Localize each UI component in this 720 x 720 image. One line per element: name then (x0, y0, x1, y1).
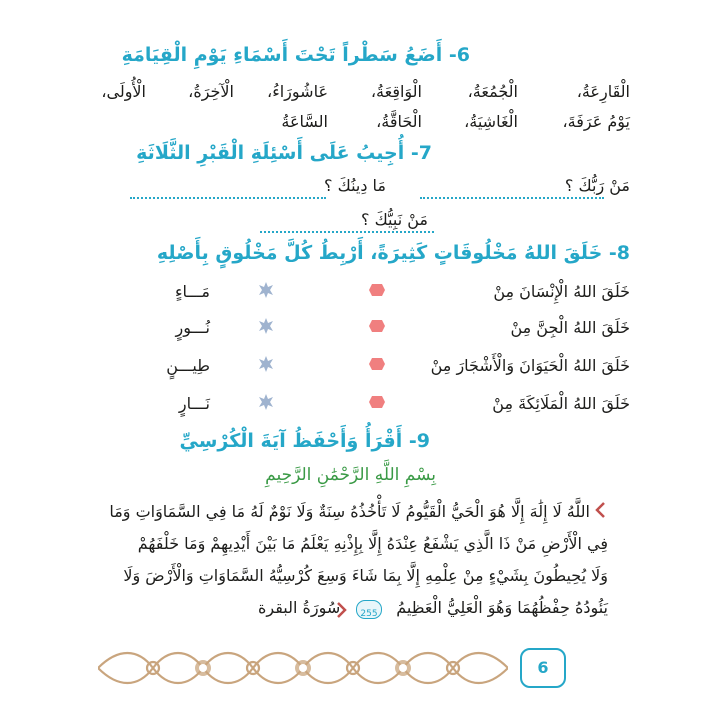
verse-line: وَلَا يُحِيطُونَ بِشَيْءٍ مِنْ عِلْمِهِ إِلَّا بِمَا شَاءَ وَسِعَ كُرْسِيُّهُ السَّمَاوَاتِ وَالْأَرْضَ وَلَا (123, 566, 608, 585)
section-9-heading: 9- أَقْرَأُ وَأَحْفَظُ آيَةَ الْكُرْسِيِّ (179, 430, 430, 452)
section-7-heading: 7- أُجِيبُ عَلَى أَسْئِلَةِ الْقَبْرِ الثَّلَاثَةِ (136, 142, 432, 164)
verse-line: اللَّهُ لَا إِلَٰهَ إِلَّا هُوَ الْحَيُّ الْقَيُّومُ لَا تَأْخُذُهُ سِنَةٌ وَلَا نَوْمٌ لَهُ مَا فِي السَّمَاوَاتِ وَمَا (109, 502, 590, 521)
match-dot-origin[interactable] (257, 355, 275, 373)
verse-open-bracket-icon (594, 502, 606, 518)
day-name-word: الْغَاشِيَةُ، (464, 112, 518, 131)
question-lord: مَنْ رَبُّكَ ؟ (564, 176, 630, 195)
day-name-word: الْحَاقَّةُ، (376, 112, 422, 131)
day-name-word: يَوْمُ عَرَفَةَ، (562, 112, 630, 131)
question-religion: مَا دِينُكَ ؟ (324, 176, 386, 195)
page-number: 6 (537, 658, 549, 677)
basmala-calligraphy: بِسْمِ اللَّهِ الرَّحْمَٰنِ الرَّحِيمِ (265, 465, 436, 485)
match-dot-phrase[interactable] (368, 319, 386, 333)
question-prophet: مَنْ نَبِيُّكَ ؟ (360, 210, 428, 229)
origin-word: نَـــارٍ (178, 394, 210, 413)
footer-ornament (98, 646, 508, 690)
answer-line-lord[interactable] (420, 196, 604, 199)
match-dot-phrase[interactable] (368, 395, 386, 409)
page-number-badge (520, 648, 566, 688)
day-name-word: الْوَاقِعَةُ، (370, 82, 422, 101)
origin-word: طِيـــنٍ (166, 356, 210, 375)
match-dot-phrase[interactable] (368, 357, 386, 371)
day-name-word: الْأُولَى، (101, 82, 146, 101)
surah-name: سُورَةُ البقرة (258, 598, 341, 617)
verse-line: فِي الْأَرْضِ مَنْ ذَا الَّذِي يَشْفَعُ عِنْدَهُ إِلَّا بِإِذْنِهِ يَعْلَمُ مَا بَيْنَ أَيْدِيهِمْ وَمَا خَلْفَهُمْ (137, 534, 608, 553)
creation-phrase: خَلَقَ اللهُ الْإِنْسَانَ مِنْ (493, 282, 630, 301)
day-name-word: الْجُمُعَةُ، (467, 82, 518, 101)
day-name-word: الْآخِرَةُ، (188, 82, 234, 101)
match-dot-phrase[interactable] (368, 283, 386, 297)
answer-line-prophet[interactable] (260, 230, 434, 233)
section-6-heading: 6- أَضَعُ سَطْراً تَحْتَ أَسْمَاءِ يَوْمِ الْقِيَامَةِ (121, 44, 470, 66)
origin-word: مَـــاءٍ (174, 282, 210, 301)
ayah-number: 255 (360, 609, 378, 619)
match-dot-origin[interactable] (257, 393, 275, 411)
answer-line-religion[interactable] (130, 196, 326, 199)
day-name-word: السَّاعَةُ (281, 112, 328, 131)
day-name-word: الْقَارِعَةُ، (576, 82, 630, 101)
match-dot-origin[interactable] (257, 317, 275, 335)
day-name-word: عَاشُورَاءُ، (267, 82, 328, 101)
creation-phrase: خَلَقَ اللهُ الْمَلَائِكَةَ مِنْ (492, 394, 630, 413)
match-dot-origin[interactable] (257, 281, 275, 299)
origin-word: نُـــورٍ (175, 318, 210, 337)
creation-phrase: خَلَقَ اللهُ الْحَيَوَانَ وَالْأَشْجَارَ مِنْ (430, 356, 630, 375)
section-8-heading: 8- خَلَقَ اللهُ مَخْلُوقَاتٍ كَثِيرَةً، أَرْبِطُ كُلَّ مَخْلُوقٍ بِأَصْلِهِ (156, 242, 630, 264)
creation-phrase: خَلَقَ اللهُ الْجِنَّ مِنْ (510, 318, 630, 337)
ayah-number-medallion (356, 600, 382, 619)
verse-line: يَئُودُهُ حِفْظُهُمَا وَهُوَ الْعَلِيُّ الْعَظِيمُ (396, 598, 608, 617)
